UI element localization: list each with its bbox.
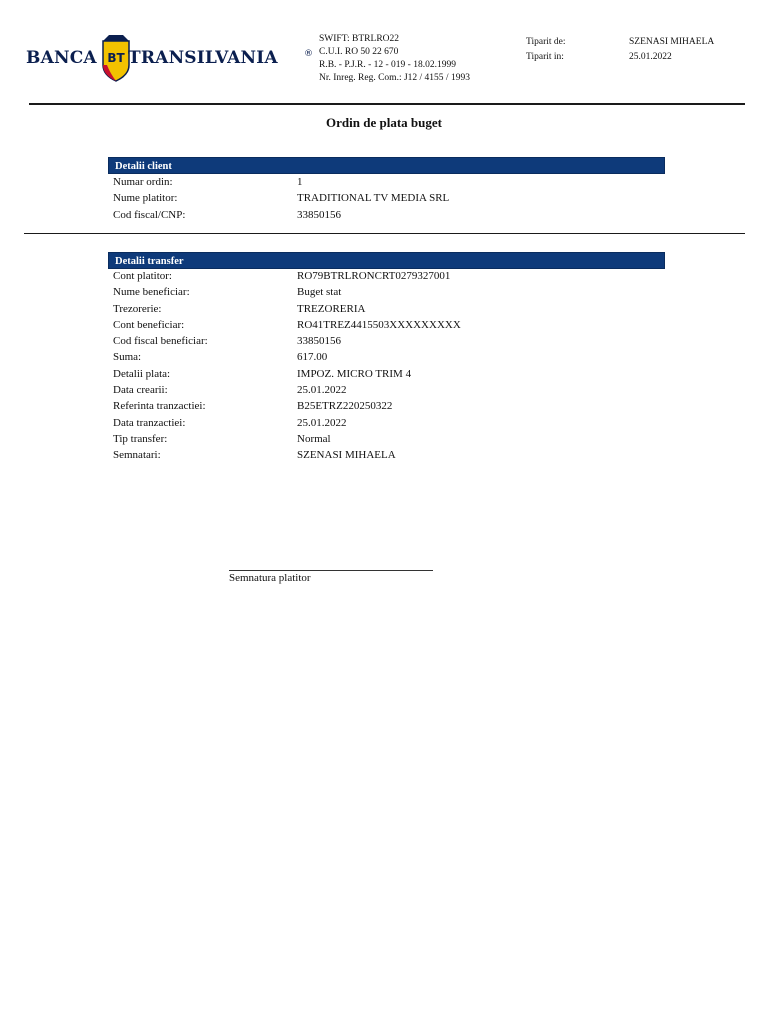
field-value: 33850156 [297, 208, 341, 221]
field-value: Normal [297, 432, 331, 445]
field-label: Trezorerie: [113, 302, 162, 315]
printed-by-value: SZENASI MIHAELA [629, 37, 715, 47]
field-value: IMPOZ. MICRO TRIM 4 [297, 367, 412, 380]
transfer-row-treasury [113, 301, 673, 317]
printed-by-label: Tiparit de: [526, 37, 566, 47]
transfer-row-amount [113, 349, 673, 365]
printed-on-value: 25.01.2022 [629, 52, 672, 62]
transfer-row-transfer-type [113, 431, 673, 447]
transfer-row-payment-details [113, 366, 673, 382]
bank-logo [24, 35, 314, 85]
transfer-row-payer-account [113, 268, 673, 284]
bank-info-cui: C.U.I. RO 50 22 670 [319, 47, 399, 57]
signature-label: Semnatura platitor [229, 572, 311, 584]
bank-info-swift: SWIFT: BTRLRO22 [319, 34, 400, 44]
field-label: Tip transfer: [113, 432, 168, 445]
field-label: Data crearii: [113, 384, 168, 397]
registered-mark: ® [304, 49, 313, 59]
field-label: Cod fiscal/CNP: [113, 208, 186, 221]
field-label: Semnatari: [113, 449, 161, 462]
field-value: 33850156 [297, 335, 341, 348]
field-value: 1 [297, 176, 303, 188]
client-details [113, 174, 673, 223]
transfer-row-creation-date [113, 382, 673, 398]
bank-info-reg-com: Nr. Inreg. Reg. Com.: J12 / 4155 / 1993 [319, 73, 470, 83]
signature-line [229, 570, 433, 571]
client-row-fiscal-code [113, 207, 673, 223]
client-section-header: Detalii client [108, 157, 665, 174]
header-divider [29, 103, 745, 105]
field-label: Numar ordin: [113, 176, 173, 188]
field-label: Referinta tranzactiei: [113, 400, 206, 413]
logo-word-transilvania: TRANSILVANIA [128, 48, 278, 68]
field-value: B25ETRZ220250322 [297, 400, 393, 413]
field-value: 617.00 [297, 351, 328, 364]
field-value: Buget stat [297, 286, 342, 299]
field-label: Nume platitor: [113, 192, 178, 205]
print-info-labels [526, 35, 566, 65]
transfer-details [113, 268, 673, 464]
field-value: TRADITIONAL TV MEDIA SRL [297, 192, 450, 205]
field-label: Suma: [113, 351, 142, 364]
field-label: Cont beneficiar: [113, 318, 185, 331]
field-value: 25.01.2022 [297, 416, 347, 429]
transfer-row-signatories [113, 447, 673, 463]
section-divider [24, 233, 745, 234]
bank-registration-info [319, 33, 470, 85]
transfer-row-beneficiary-fiscal-code [113, 333, 673, 349]
client-row-payer-name [113, 190, 673, 206]
field-value: 25.01.2022 [297, 384, 347, 397]
bank-info-rb: R.B. - P.J.R. - 12 - 019 - 18.02.1999 [319, 60, 456, 70]
client-row-order-number [113, 174, 673, 190]
field-value: RO41TREZ4415503XXXXXXXXX [297, 318, 461, 331]
field-value: RO79BTRLRONCRT0279327001 [297, 270, 451, 282]
field-value: TREZORERIA [297, 302, 366, 315]
logo-word-banca: BANCA [26, 48, 97, 68]
logo-emblem-text: BT [107, 51, 125, 65]
document-title: Ordin de plata buget [326, 115, 442, 130]
field-label: Detalii plata: [113, 367, 171, 380]
transfer-row-transaction-date [113, 415, 673, 431]
field-label: Cont platitor: [113, 270, 172, 282]
printed-on-label: Tiparit in: [526, 52, 564, 62]
transfer-section-header: Detalii transfer [108, 252, 665, 269]
transfer-row-beneficiary-account [113, 317, 673, 333]
transfer-row-reference [113, 398, 673, 414]
field-label: Cod fiscal beneficiar: [113, 335, 208, 348]
field-label: Data tranzactiei: [113, 416, 186, 429]
print-info-values [629, 35, 714, 65]
field-label: Nume beneficiar: [113, 286, 190, 299]
field-value: SZENASI MIHAELA [297, 449, 396, 462]
transfer-row-beneficiary-name [113, 284, 673, 300]
